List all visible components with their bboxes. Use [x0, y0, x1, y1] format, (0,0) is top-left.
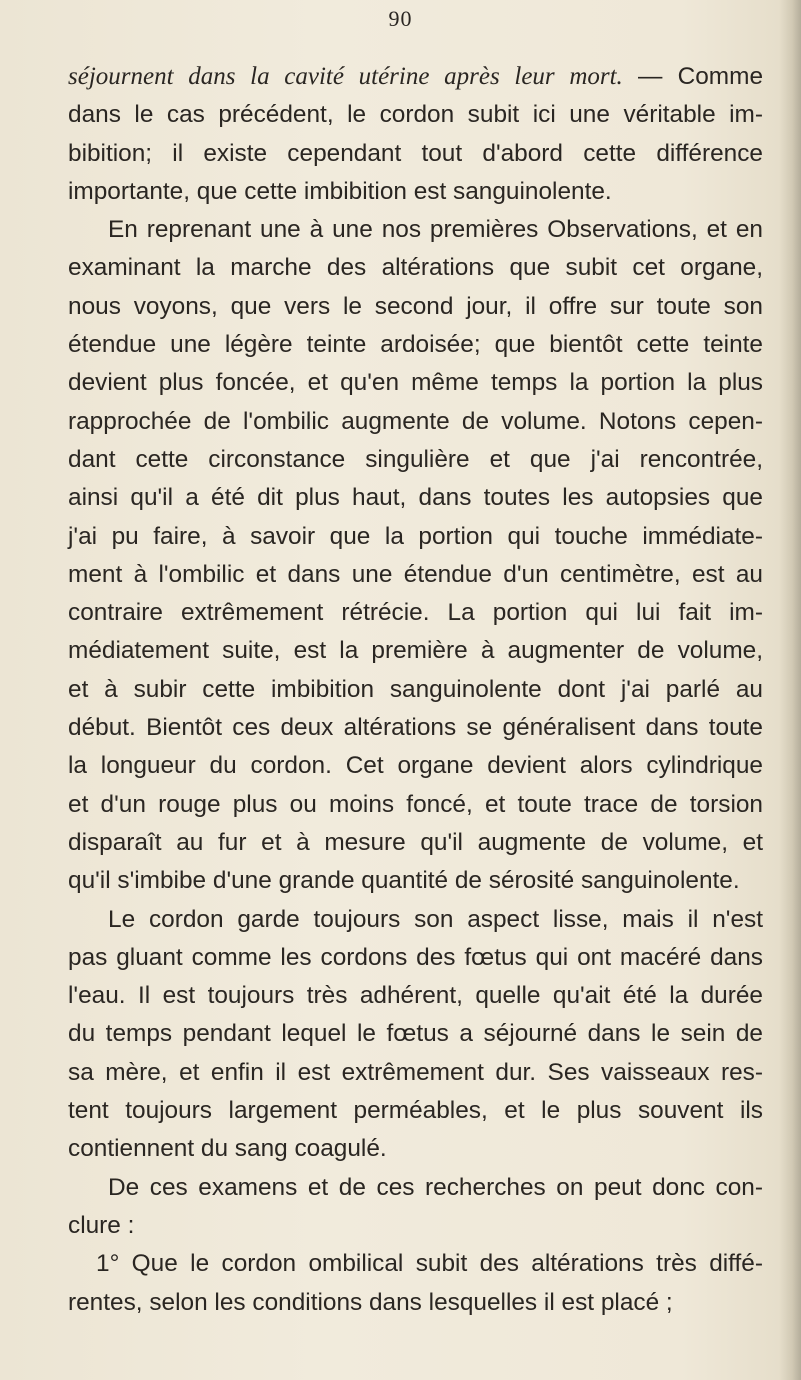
- text-line-25: l'eau. Il est toujours très adhérent, quelle qu'ait été la durée: [68, 982, 763, 1010]
- text-line-4: importante, que cette imbibition est sanguinolente.: [68, 177, 612, 205]
- text-line-15: contraire extrêmement rétrécie. La portion qui lui fait im-: [68, 599, 763, 627]
- text-line-19: la longueur du cordon. Cet organe devient alors cylindrique: [68, 752, 763, 780]
- text-line-6: examinant la marche des altérations que subit cet organe,: [68, 254, 763, 282]
- text-line-20: et d'un rouge plus ou moins foncé, et toute trace de torsion: [68, 790, 763, 818]
- text-line-14: ment à l'ombilic et dans une étendue d'un centimètre, est au: [68, 560, 763, 588]
- text-line-32: 1° Que le cordon ombilical subit des altérations très diffé-: [96, 1250, 763, 1278]
- text-line-23: Le cordon garde toujours son aspect lisse, mais il n'est: [108, 905, 763, 933]
- text-line-29: contiennent du sang coagulé.: [68, 1135, 387, 1163]
- text-line-13: j'ai pu faire, à savoir que la portion qui touche immédiate-: [68, 522, 763, 550]
- text-line-9: devient plus foncée, et qu'en même temps la portion la plus: [68, 369, 763, 397]
- text-line-10: rapprochée de l'ombilic augmente de volume. Notons cepen-: [68, 407, 763, 435]
- italic-phrase: séjournent dans la cavité utérine après leur mort.: [68, 63, 623, 90]
- text-line-24: pas gluant comme les cordons des fœtus qui ont macéré dans: [68, 943, 763, 971]
- text-line-3: bibition; il existe cependant tout d'abord cette différence: [68, 139, 763, 167]
- text-line-8: étendue une légère teinte ardoisée; que bientôt cette teinte: [68, 331, 763, 359]
- text-line-30: De ces examens et de ces recherches on peut donc con-: [108, 1173, 763, 1201]
- text-line-28: tent toujours largement perméables, et le plus souvent ils: [68, 1097, 763, 1125]
- text-line-1: [68, 58, 763, 96]
- text-line-11: dant cette circonstance singulière et que j'ai rencontrée,: [68, 445, 763, 473]
- text-line-18: début. Bientôt ces deux altérations se généralisent dans toute: [68, 714, 763, 742]
- text-line-17: et à subir cette imbibition sanguinolente dont j'ai parlé au: [68, 675, 763, 703]
- text-line-12: ainsi qu'il a été dit plus haut, dans toutes les autopsies que: [68, 484, 763, 512]
- text-line-31: clure :: [68, 1211, 135, 1239]
- line-text: — Comme: [622, 63, 764, 90]
- text-line-21: disparaît au fur et à mesure qu'il augmente de volume, et: [68, 828, 763, 856]
- text-line-22: qu'il s'imbibe d'une grande quantité de sérosité sanguinolente.: [68, 867, 740, 895]
- text-line-27: sa mère, et enfin il est extrêmement dur. Ses vaisseaux res-: [68, 1058, 763, 1086]
- page-number: 90: [388, 6, 413, 31]
- text-line-2: dans le cas précédent, le cordon subit ici une véritable im-: [68, 101, 763, 129]
- text-line-7: nous voyons, que vers le second jour, il offre sur toute son: [68, 292, 763, 320]
- page-edge-shadow: [779, 0, 801, 1380]
- body-text: [68, 58, 763, 1322]
- text-line-5: En reprenant une à une nos premières Observations, et en: [108, 216, 763, 244]
- text-line-33: rentes, selon les conditions dans lesquelles il est placé ;: [68, 1288, 673, 1316]
- text-line-16: médiatement suite, est la première à augmenter de volume,: [68, 637, 763, 665]
- text-line-26: du temps pendant lequel le fœtus a séjourné dans le sein de: [68, 1020, 763, 1048]
